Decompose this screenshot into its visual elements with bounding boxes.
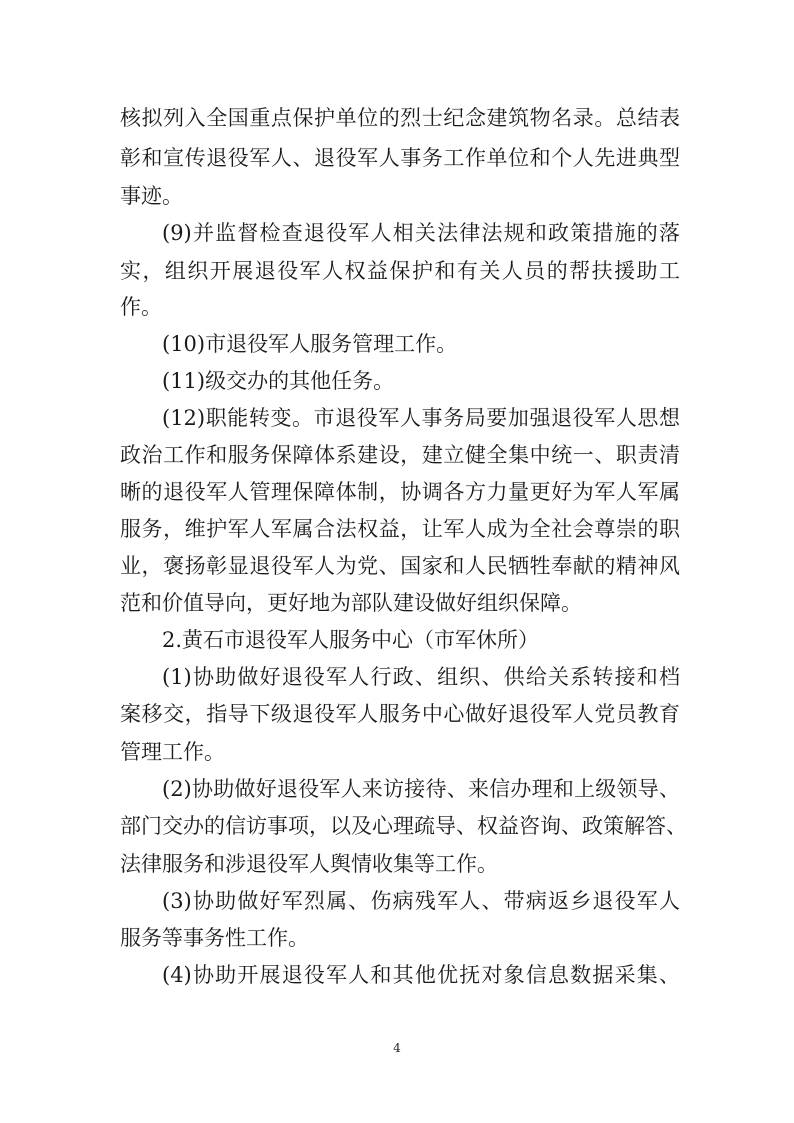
text-line: 部门交办的信访事项，以及心理疏导、权益咨询、政策解答、 xyxy=(120,814,687,838)
text-line: (11)级交办的其他任务。 xyxy=(162,369,395,393)
text-line: 晰的退役军人管理保障体制，协调各方力量更好为军人军属 xyxy=(120,480,680,504)
text-line: 彰和宣传退役军人、退役军人事务工作单位和个人先进典型 xyxy=(120,146,680,170)
text-line: 服务，维护军人军属合法权益，让军人成为全社会尊崇的职 xyxy=(120,517,680,541)
text-line: (1)协助做好退役军人行政、组织、供给关系转接和档 xyxy=(162,665,680,689)
text-line: (2)协助做好退役军人来访接待、来信办理和上级领导、 xyxy=(162,777,680,801)
text-line: (10)市退役军人服务管理工作。 xyxy=(162,332,458,356)
text-line: 政治工作和服务保障体系建设，建立健全集中统一、职责清 xyxy=(120,443,680,467)
text-line: 案移交，指导下级退役军人服务中心做好退役军人党员教育 xyxy=(120,702,680,726)
text-line: (3)协助做好军烈属、伤病残军人、带病返乡退役军人 xyxy=(162,889,680,913)
text-line: 作。 xyxy=(120,295,162,319)
text-line: 事迹。 xyxy=(120,184,183,208)
text-line: 实，组织开展退役军人权益保护和有关人员的帮扶援助工 xyxy=(120,259,680,283)
text-line: 核拟列入全国重点保护单位的烈士纪念建筑物名录。总结表 xyxy=(120,106,680,130)
section-heading: 2.黄石市退役军人服务中心（市军休所） xyxy=(162,628,540,652)
text-line: 管理工作。 xyxy=(120,740,225,764)
text-line: 法律服务和涉退役军人舆情收集等工作。 xyxy=(120,852,498,876)
page-number: 4 xyxy=(393,1041,401,1055)
text-line: (9)并监督检查退役军人相关法律法规和政策措施的落 xyxy=(162,221,680,245)
text-line: 服务等事务性工作。 xyxy=(120,926,309,950)
text-line: 业，褒扬彰显退役军人为党、国家和人民牺牲奉献的精神风 xyxy=(120,554,680,578)
text-line: (4)协助开展退役军人和其他优抚对象信息数据采集、 xyxy=(162,963,680,987)
text-line: 范和价值导向，更好地为部队建设做好组织保障。 xyxy=(120,591,582,615)
text-line: (12)职能转变。市退役军人事务局要加强退役军人思想 xyxy=(162,406,680,430)
